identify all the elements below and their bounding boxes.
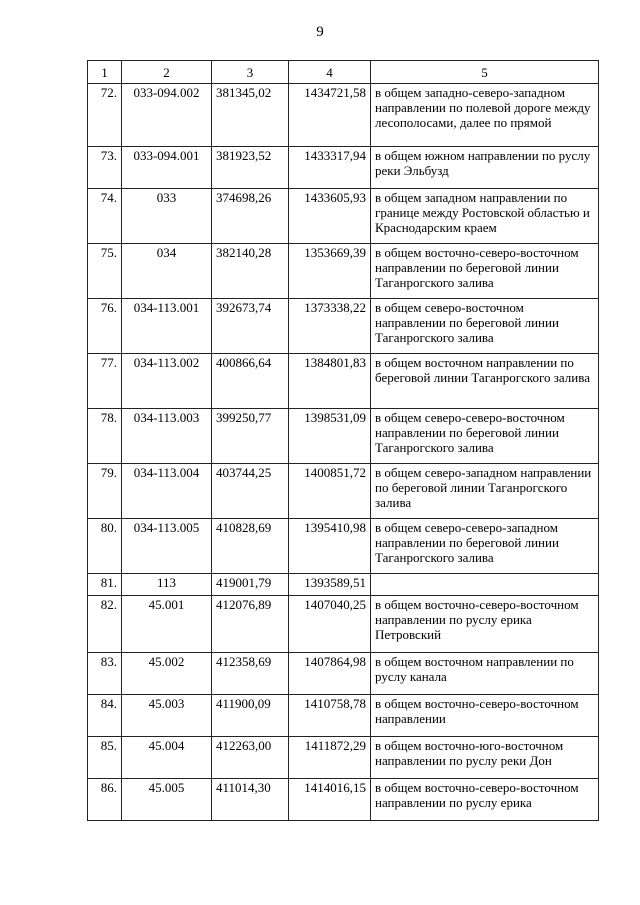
coord-x: 392673,74 xyxy=(212,299,289,354)
direction-description: в общем западном направлении по границе между Ростовской областью и Краснодарским краем xyxy=(371,189,599,244)
table-row xyxy=(88,737,599,779)
coord-y: 1395410,98 xyxy=(289,519,371,574)
point-id: 034 xyxy=(122,244,212,299)
coord-y: 1398531,09 xyxy=(289,409,371,464)
coord-x: 403744,25 xyxy=(212,464,289,519)
table-row xyxy=(88,779,599,821)
row-number: 81. xyxy=(88,574,122,596)
point-id: 034-113.004 xyxy=(122,464,212,519)
point-id: 033-094.002 xyxy=(122,84,212,147)
direction-description: в общем восточном направлении по руслу канала xyxy=(371,653,599,695)
coord-x: 411900,09 xyxy=(212,695,289,737)
point-id: 034-113.003 xyxy=(122,409,212,464)
coord-y: 1373338,22 xyxy=(289,299,371,354)
header-cell: 3 xyxy=(212,61,289,84)
direction-description: в общем восточно-юго-восточном направлении по руслу реки Дон xyxy=(371,737,599,779)
point-id: 45.005 xyxy=(122,779,212,821)
direction-description: в общем северо-северо-восточном направлении по береговой линии Таганрогского залива xyxy=(371,409,599,464)
row-number: 86. xyxy=(88,779,122,821)
table-row xyxy=(88,653,599,695)
table-row xyxy=(88,464,599,519)
direction-description: в общем южном направлении по руслу реки Эльбузд xyxy=(371,147,599,189)
table-row xyxy=(88,574,599,596)
coord-x: 410828,69 xyxy=(212,519,289,574)
table-row xyxy=(88,409,599,464)
direction-description: в общем восточно-северо-восточном направлении по руслу ерика Петровский xyxy=(371,596,599,653)
direction-description: в общем северо-западном направлении по береговой линии Таганрогского залива xyxy=(371,464,599,519)
coord-y: 1407040,25 xyxy=(289,596,371,653)
table-row xyxy=(88,189,599,244)
table-row xyxy=(88,147,599,189)
coord-y: 1384801,83 xyxy=(289,354,371,409)
table-row xyxy=(88,354,599,409)
coord-y: 1414016,15 xyxy=(289,779,371,821)
coord-x: 412076,89 xyxy=(212,596,289,653)
row-number: 85. xyxy=(88,737,122,779)
coord-y: 1400851,72 xyxy=(289,464,371,519)
header-cell: 4 xyxy=(289,61,371,84)
row-number: 82. xyxy=(88,596,122,653)
direction-description: в общем западно-северо-западном направлении по полевой дороге между лесополосами, далее по прямой xyxy=(371,84,599,147)
header-cell: 5 xyxy=(371,61,599,84)
coord-y: 1434721,58 xyxy=(289,84,371,147)
direction-description: в общем восточно-северо-восточном направлении по береговой линии Таганрогского залива xyxy=(371,244,599,299)
direction-description: в общем восточном направлении по береговой линии Таганрогского залива xyxy=(371,354,599,409)
row-number: 77. xyxy=(88,354,122,409)
row-number: 78. xyxy=(88,409,122,464)
row-number: 74. xyxy=(88,189,122,244)
point-id: 45.001 xyxy=(122,596,212,653)
point-id: 033-094.001 xyxy=(122,147,212,189)
row-number: 79. xyxy=(88,464,122,519)
coord-y: 1407864,98 xyxy=(289,653,371,695)
table-row xyxy=(88,519,599,574)
coord-x: 374698,26 xyxy=(212,189,289,244)
coord-x: 381345,02 xyxy=(212,84,289,147)
point-id: 034-113.005 xyxy=(122,519,212,574)
point-id: 034-113.001 xyxy=(122,299,212,354)
coord-x: 412358,69 xyxy=(212,653,289,695)
coord-x: 382140,28 xyxy=(212,244,289,299)
point-id: 033 xyxy=(122,189,212,244)
table-row xyxy=(88,84,599,147)
coord-x: 412263,00 xyxy=(212,737,289,779)
boundary-table xyxy=(87,60,599,821)
coord-y: 1410758,78 xyxy=(289,695,371,737)
row-number: 84. xyxy=(88,695,122,737)
direction-description xyxy=(371,574,599,596)
point-id: 034-113.002 xyxy=(122,354,212,409)
header-cell: 2 xyxy=(122,61,212,84)
point-id: 113 xyxy=(122,574,212,596)
coord-y: 1411872,29 xyxy=(289,737,371,779)
coord-x: 411014,30 xyxy=(212,779,289,821)
point-id: 45.004 xyxy=(122,737,212,779)
direction-description: в общем восточно-северо-восточном направлении по руслу ерика xyxy=(371,779,599,821)
coord-x: 419001,79 xyxy=(212,574,289,596)
page-number: 9 xyxy=(316,24,324,40)
direction-description: в общем восточно-северо-восточном направлении xyxy=(371,695,599,737)
coord-y: 1353669,39 xyxy=(289,244,371,299)
point-id: 45.002 xyxy=(122,653,212,695)
direction-description: в общем северо-северо-западном направлении по береговой линии Таганрогского залива xyxy=(371,519,599,574)
coord-x: 399250,77 xyxy=(212,409,289,464)
table-row xyxy=(88,596,599,653)
coord-y: 1433317,94 xyxy=(289,147,371,189)
direction-description: в общем северо-восточном направлении по береговой линии Таганрогского залива xyxy=(371,299,599,354)
row-number: 80. xyxy=(88,519,122,574)
table-header-row xyxy=(88,61,599,84)
coord-x: 400866,64 xyxy=(212,354,289,409)
row-number: 76. xyxy=(88,299,122,354)
table-row xyxy=(88,299,599,354)
row-number: 83. xyxy=(88,653,122,695)
coord-y: 1393589,51 xyxy=(289,574,371,596)
table-row xyxy=(88,244,599,299)
row-number: 73. xyxy=(88,147,122,189)
point-id: 45.003 xyxy=(122,695,212,737)
row-number: 75. xyxy=(88,244,122,299)
coord-x: 381923,52 xyxy=(212,147,289,189)
row-number: 72. xyxy=(88,84,122,147)
table-row xyxy=(88,695,599,737)
coord-y: 1433605,93 xyxy=(289,189,371,244)
header-cell: 1 xyxy=(88,61,122,84)
